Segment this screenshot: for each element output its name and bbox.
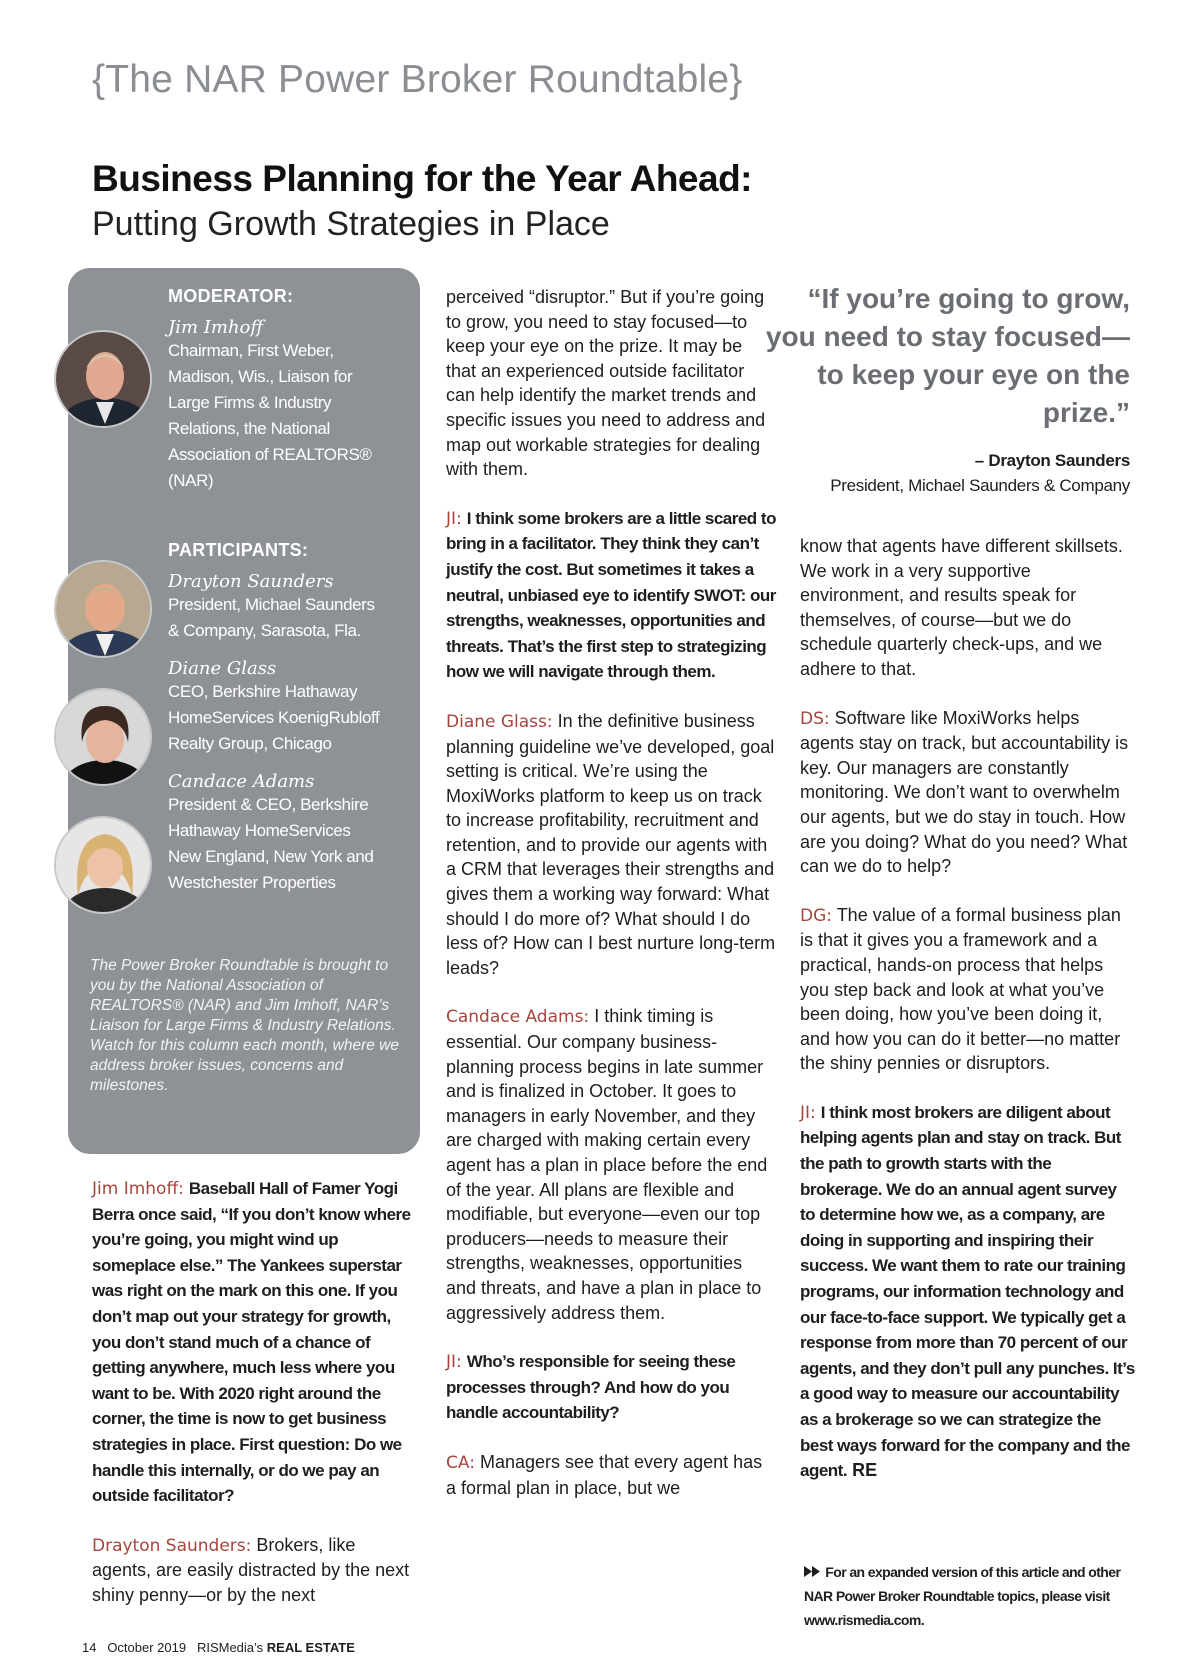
issue-date: October 2019 [107, 1640, 187, 1655]
footnote [804, 1560, 1134, 1632]
speaker-label: JI: [446, 1352, 462, 1373]
speaker-label: JI: [800, 1102, 816, 1123]
paragraph [446, 285, 776, 482]
paragraph-text: I think some brokers are a little scared to bring in a facilitator. They think they can’t justify the cost. But sometimes it takes a neutral, unbiased eye to identify SWOT: our strengths, weaknesses, opportunities and threats. That’s the first step to strategizing how we will navigate through them. [446, 508, 776, 682]
speaker-label: Diane Glass: [446, 711, 553, 732]
paragraph [800, 903, 1135, 1076]
publisher: RISMedia’s [196, 1640, 264, 1655]
speaker-label: Drayton Saunders: [92, 1535, 252, 1556]
panel-sidebar [68, 268, 420, 1154]
avatar [54, 560, 152, 658]
role-line: Hathaway HomeServices [168, 821, 351, 840]
participants-block [168, 540, 413, 896]
pull-quote: “If you’re going to grow, you need to stay focused—to keep your eye on the prize.” [765, 283, 1130, 428]
role-line: President, Michael Saunders [168, 595, 375, 614]
paragraph [446, 1450, 776, 1500]
portrait-jim-imhoff [56, 332, 152, 428]
speaker-label: Candace Adams: [446, 1007, 590, 1028]
end-mark: RE [852, 1460, 878, 1481]
speaker-label: JI: [446, 508, 462, 529]
paragraph-text: In the definitive business planning guideline we’ve developed, goal setting is critical. We’re using the MoxiWorks platform to keep us on track to increase profitability, recruitment and retention, and to provide our agents with a CRM that leverages their strengths and gives them a working way forward: What should I do more of? What should I do less of? How can I best nurture long-term leads? [446, 710, 776, 978]
role-line: Chairman, First Weber, [168, 341, 334, 360]
speaker-label: DS: [800, 708, 830, 729]
speaker-label: DG: [800, 905, 832, 926]
participant-diane-glass [168, 658, 413, 757]
moderator-name: Jim Imhoff [168, 317, 264, 338]
role-line: Madison, Wis., Liaison for [168, 367, 353, 386]
participant-name: Drayton Saunders [168, 571, 334, 592]
sidebar-note: The Power Broker Roundtable is brought to you by the National Association of REALTORS® (NAR) and Jim Imhoff, NAR’s Liaison for Large Firms & Industry Relations. Watch for this column each month, where we address broker issues, concerns and milestones. [90, 957, 399, 1094]
attribution-title: President, Michael Saunders & Company [830, 476, 1130, 495]
paragraph [800, 534, 1135, 682]
avatar [54, 816, 152, 914]
role-line: New England, New York and [168, 847, 374, 866]
column-1 [92, 1176, 412, 1632]
paragraph [446, 506, 776, 685]
paragraph-text: perceived “disruptor.” But if you’re going to grow, you need to stay focused—to keep your eye on the prize. It may be that an experienced outside facilitator can help identify the market trends and specific issues you need to address and map out workable strategies for dealing with them. [446, 287, 766, 480]
paragraph-text: I think most brokers are diligent about helping agents plan and stay on track. But the path to growth starts with the brokerage. We do an annual agent survey to determine how we, as a company, are doing in supporting and inspiring their success. We want them to rate our training programs, our information technology and our face-to-face support. We typically get a response from more than 70 percent of our agents, and they don’t pull any punches. It’s a good way to measure our accountability as a brokerage so we can strategize the best ways forward for the company and the agent. [800, 1102, 1135, 1481]
paragraph-text: Brokers, like agents, are easily distracted by the next shiny penny—or by the next [92, 1534, 410, 1605]
paragraph-text: I think timing is essential. Our company business-planning process begins in late summer and is finalized in October. It goes to managers in early November, and they are charged with making certain every agent has a plan in place before the end of the year. All plans are flexible and modifiable, but everyone—even our top producers—needs to measure their strengths, weaknesses, opportunities and threats, and have a plan in place to aggressively address them. [446, 1006, 768, 1323]
headline: Business Planning for the Year Ahead: [92, 158, 753, 199]
role-line: CEO, Berkshire Hathaway [168, 682, 358, 701]
paragraph [92, 1533, 412, 1608]
portrait-drayton-saunders [56, 562, 152, 658]
portrait-diane-glass [56, 690, 152, 786]
participant-role [168, 592, 413, 644]
role-line: HomeServices KoenigRubloff [168, 708, 380, 727]
paragraph [800, 1100, 1135, 1484]
participant-name: Candace Adams [168, 771, 315, 792]
moderator-block [168, 286, 413, 494]
role-line: President & CEO, Berkshire [168, 795, 369, 814]
page-number: 14 [82, 1640, 97, 1655]
role-line: (NAR) [168, 471, 214, 490]
speaker-label: CA: [446, 1452, 475, 1473]
speaker-label: Jim Imhoff: [92, 1179, 184, 1199]
attribution-name: – Drayton Saunders [974, 451, 1130, 470]
publication-brand: REAL ESTATE [266, 1640, 355, 1655]
participant-role [168, 679, 413, 757]
pull-quote-attribution [830, 448, 1130, 498]
paragraph [92, 1176, 412, 1509]
column-2 [446, 285, 776, 1524]
participant-candace-adams [168, 771, 413, 896]
series-title: {The NAR Power Broker Roundtable} [92, 58, 743, 101]
role-line: Association of REALTORS® [168, 445, 372, 464]
role-line: Realty Group, Chicago [168, 734, 332, 753]
role-line: Westchester Properties [168, 873, 336, 892]
page-footer [82, 1640, 355, 1655]
paragraph-text: Who’s responsible for seeing these processes through? And how do you handle accountability? [446, 1352, 736, 1423]
column-3 [800, 534, 1135, 1508]
footnote-text: For an expanded version of this article and other NAR Power Broker Roundtable topics, please visit www.rismedia.com. [804, 1564, 1121, 1628]
role-line: Relations, the National [168, 419, 330, 438]
participants-heading: PARTICIPANTS: [168, 540, 309, 560]
subhead: Putting Growth Strategies in Place [92, 205, 610, 243]
moderator-role [168, 338, 413, 494]
participant-name: Diane Glass [168, 658, 277, 679]
participant-role [168, 792, 413, 896]
paragraph-text: Software like MoxiWorks helps agents stay on track, but accountability is key. Our managers are constantly monitoring. We don’t want to overwhelm our agents, but we do stay in touch. How are you doing? What do you need? What can we do to help? [800, 707, 1129, 877]
moderator-heading: MODERATOR: [168, 286, 294, 306]
paragraph [800, 706, 1135, 879]
paragraph [446, 1349, 776, 1426]
portrait-candace-adams [56, 818, 152, 914]
paragraph-text: Managers see that every agent has a formal plan in place, but we [446, 1451, 763, 1498]
avatar [54, 688, 152, 786]
paragraph [446, 1004, 776, 1325]
avatar [54, 330, 152, 428]
fast-forward-icon [804, 1564, 825, 1580]
role-line: & Company, Sarasota, Fla. [168, 621, 361, 640]
role-line: Large Firms & Industry [168, 393, 332, 412]
paragraph-text: The value of a formal business plan is that it gives you a framework and a practical, hands-on process that helps you step back and look at what you’ve been doing, how you’ve been doing it, and how you can do it better—no matter the shiny pennies or disruptors. [800, 904, 1121, 1074]
paragraph [446, 709, 776, 981]
paragraph-text: know that agents have different skillsets. We work in a very supportive environment, and results speak for themselves, of course—but we do schedule quarterly check-ups, and we adhere to that. [800, 536, 1123, 679]
paragraph-text: Baseball Hall of Famer Yogi Berra once said, “If you don’t know where you’re going, you might wind up someplace else.” The Yankees superstar was right on the mark on this one. If you don’t map out your strategy for growth, you don’t stand much of a chance of getting anywhere, much less where you want to be. With 2020 right around the corner, the time is now to get business strategies in place. First question: Do we handle this internally, or do we pay an outside facilitator? [92, 1179, 411, 1506]
participant-drayton-saunders [168, 571, 413, 644]
